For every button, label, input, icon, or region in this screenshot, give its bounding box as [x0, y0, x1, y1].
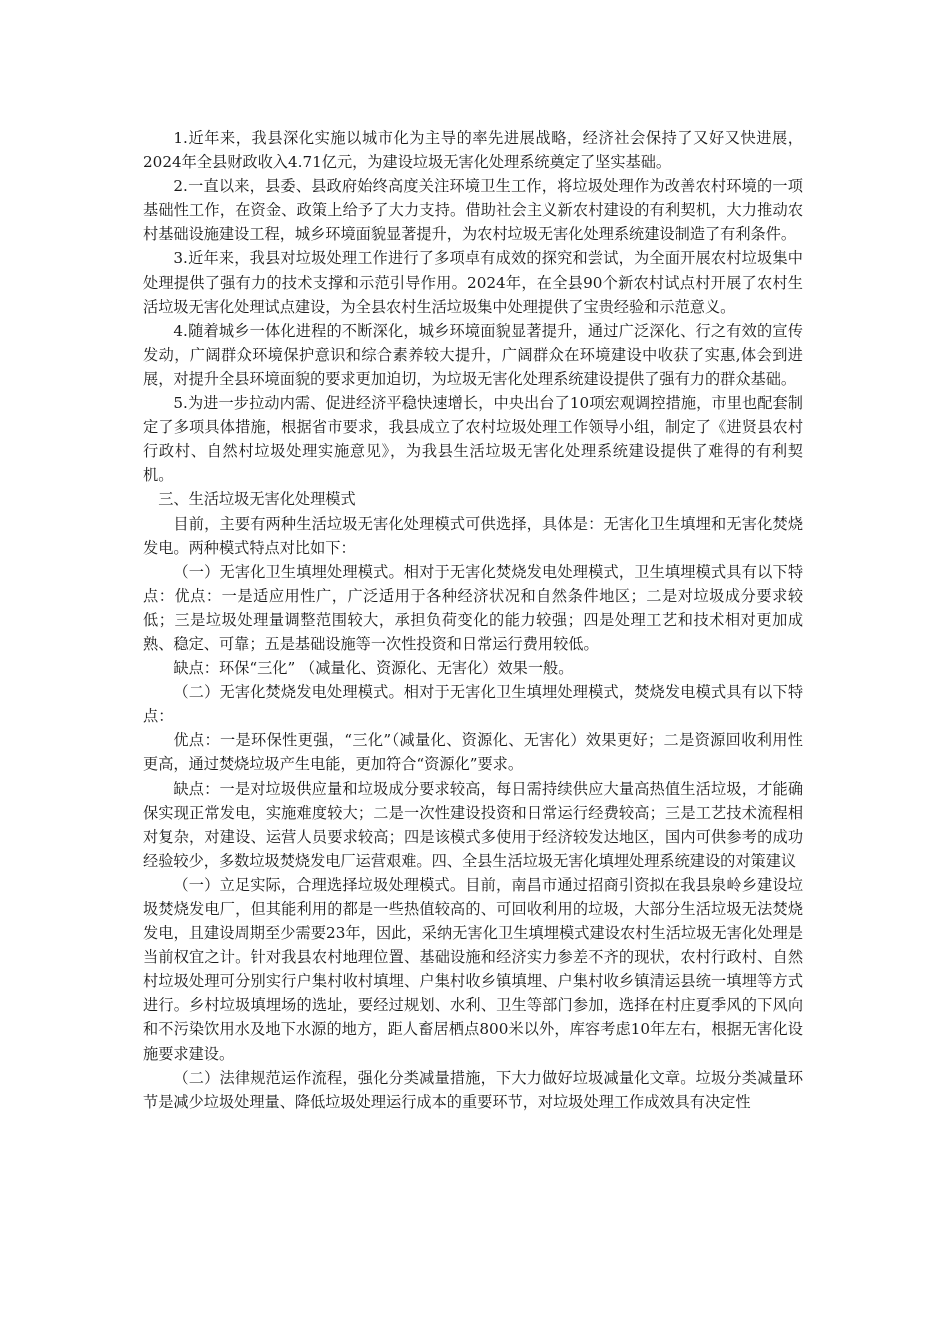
section-heading-3: 三、生活垃圾无害化处理模式 — [158, 490, 356, 509]
paragraph-5: 5.为进一步拉动内需、促进经济平稳快速增长，中央出台了10项宏观调控措施，市里也配套制定了多项具体措施，根据省市要求，我县成立了农村垃圾处理工作领导小组，制定了《进贤县农村行政村、自然村垃圾处理实施意见》，为我县生活垃圾无害化处理系统建设提供了难得的有利契机。 — [143, 394, 803, 485]
paragraph-suggestion-1: （一）立足实际，合理选择垃圾处理模式。目前，南昌市通过招商引资拟在我县泉岭乡建设垃圾焚烧发电厂，但其能利用的都是一些热值较高的、可回收利用的垃圾，大部分生活垃圾无法焚烧发电，且建设周期至少需要23年，因此，采纳无害化卫生填埋模式建设农村生活垃圾无害化处理是当前权宜之计。针对我县农村地理位置、基础设施和经济实力参差不齐的现状，农村行政村、自然村垃圾处理可分别实行户集村收村填埋、户集村收乡镇填埋、户集村收乡镇清运县统一填埋等方式进行。乡村垃圾填埋场的选址，要经过规划、水利、卫生等部门参加，选择在村庄夏季风的下风向和不污染饮用水及地下水源的地方，距人畜居栖点800米以外，库容考虑10年左右，根据无害化设施要求建设。 — [143, 875, 803, 1063]
paragraph-incineration-mode: （二）无害化焚烧发电处理模式。相对于无害化卫生填埋处理模式，焚烧发电模式具有以下特点： — [143, 683, 803, 726]
paragraph-incineration-advantages: 优点：一是环保性更强，“三化”（减量化、资源化、无害化）效果更好；二是资源回收利用性更高，通过焚烧垃圾产生电能，更加符合“资源化”要求。 — [143, 731, 803, 774]
paragraph-4: 4.随着城乡一体化进程的不断深化，城乡环境面貌显著提升，通过广泛深化、行之有效的宣传发动，广阔群众环境保护意识和综合素养较大提升，广阔群众在环境建设中收获了实惠,体会到进展，对提升全县环境面貌的要求更加迫切，为垃圾无害化处理系统建设提供了强有力的群众基础。 — [143, 321, 803, 388]
paragraph-intro: 目前，主要有两种生活垃圾无害化处理模式可供选择，具体是：无害化卫生填埋和无害化焚烧发电。两种模式特点对比如下： — [143, 514, 803, 557]
paragraph-landfill-drawbacks: 缺点：环保“三化” （减量化、资源化、无害化）效果一般。 — [173, 659, 574, 678]
document-page — [143, 126, 803, 1114]
paragraph-3: 3.近年来，我县对垃圾处理工作进行了多项卓有成效的探究和尝试，为全面开展农村垃圾集中处理提供了强有力的技术支撑和示范引导作用。2024年，在全县90个新农村试点村开展了农村生活垃圾无害化处理试点建设，为全县农村生活垃圾集中处理提供了宝贵经验和示范意义。 — [143, 249, 803, 316]
paragraph-incineration-drawbacks: 缺点：一是对垃圾供应量和垃圾成分要求较高，每日需持续供应大量高热值生活垃圾，才能确保实现正常发电，实施难度较大；二是一次性建设投资和日常运行经费较高；三是工艺技术流程相对复杂，对建设、运营人员要求较高；四是该模式多使用于经济较发达地区，国内可供参考的成功经验较少，多数垃圾焚烧发电厂运营艰难。四、全县生活垃圾无害化填埋处理系统建设的对策建议 — [143, 779, 803, 870]
paragraph-suggestion-2: （二）法律规范运作流程，强化分类减量措施，下大力做好垃圾减量化文章。垃圾分类减量环节是减少垃圾处理量、降低垃圾处理运行成本的重要环节，对垃圾处理工作成效具有决定性 — [143, 1068, 803, 1111]
paragraph-2: 2.一直以来，县委、县政府始终高度关注环境卫生工作，将垃圾处理作为改善农村环境的一项基础性工作，在资金、政策上给予了大力支持。借助社会主义新农村建设的有利契机，大力推动农村基础设施建设工程，城乡环境面貌显著提升，为农村垃圾无害化处理系统建设制造了有利条件。 — [143, 177, 803, 244]
paragraph-1: 1.近年来，我县深化实施以城市化为主导的率先进展战略，经济社会保持了又好又快进展，2024年全县财政收入4.71亿元，为建设垃圾无害化处理系统奠定了坚实基础。 — [143, 129, 803, 172]
paragraph-landfill-mode: （一）无害化卫生填埋处理模式。相对于无害化焚烧发电处理模式，卫生填埋模式具有以下特点：优点：一是适应用性广，广泛适用于各种经济状况和自然条件地区；二是对垃圾成分要求较低；三是垃圾处理量调整范围较大，承担负荷变化的能力较强；四是处理工艺和技术相对更加成熟、稳定、可靠；五是基础设施等一次性投资和日常运行费用较低。 — [143, 562, 803, 653]
